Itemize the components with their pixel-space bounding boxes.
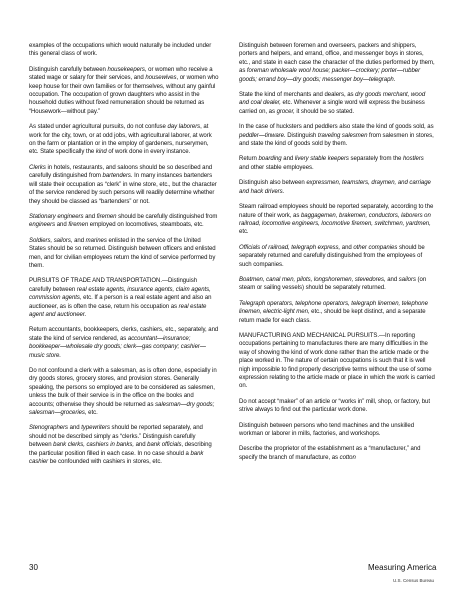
italic-text: Stenographers <box>29 425 69 432</box>
text-run: and <box>72 237 86 244</box>
italic-text: boarding <box>258 156 282 163</box>
text-run: from salesmen in stores, and state the kind of goods sold by them. <box>239 132 434 148</box>
text-run: Return accountants, bookkeepers, clerks, cashiers, etc., separately, and state the kind of service rendered, as <box>29 327 219 342</box>
right-paragraph <box>239 332 435 391</box>
text-run: examples of the occupations which would naturally be included under this general class of work. <box>29 43 212 58</box>
text-run: (on steam or sailing vessels) should be separately returned. <box>239 276 427 292</box>
text-run: , or women who receive a stated wage or salary for their services, and <box>29 66 213 82</box>
right-paragraph <box>239 203 435 237</box>
text-run: As stated under agricultural pursuits, do not confuse <box>29 124 168 131</box>
italic-text: firemen <box>68 222 89 229</box>
publisher-name: U.S. Census Bureau <box>393 578 435 583</box>
text-run: Distinguish also between <box>239 180 307 187</box>
text-run: and <box>68 425 82 432</box>
right-paragraph <box>239 276 435 293</box>
text-run: Distinguish carefully between <box>29 66 108 73</box>
italic-text: bank officials <box>147 442 182 449</box>
italic-text: marines <box>85 237 107 244</box>
text-run: and other stable employees. <box>239 164 314 171</box>
italic-text: kind <box>95 149 107 156</box>
text-run: Do not confound a clerk with a salesman, as is often done, especially in dry goods stores, grocery stores, and provision stores. Generally speaking, the persons so employed are to be considered as salesmen, unless the bulk of their service is in the office on the books and accounts; otherwise they should be returned as <box>29 368 217 408</box>
right-paragraph <box>239 422 435 439</box>
right-paragraph <box>239 155 435 172</box>
italic-text: bartenders <box>102 173 131 180</box>
italic-text: Stationary engineers <box>29 213 84 220</box>
italic-text: salesman—dry goods; salesman—groceries, <box>29 401 215 417</box>
text-run: enlisted in the service of the United States should be so returned. Distinguish between officers and enlisted men, and for civilian employees return the kind of service performed by them. <box>29 237 216 269</box>
right-paragraph <box>239 123 435 148</box>
page-number: 30 <box>29 563 38 572</box>
text-run: Do not accept “maker” of an article or “works in” mill, shop, or factory, but strive always to find out the particular work done. <box>239 398 430 414</box>
text-run: separately from the <box>348 156 403 163</box>
right-column <box>239 42 435 469</box>
left-paragraph <box>29 123 219 157</box>
text-run: Distinguish <box>285 132 318 139</box>
italic-text: engineers <box>29 222 56 229</box>
italic-text: Telegraph operators, telephone operators, telegraph linemen, telephone linemen, electric-light men, <box>239 300 428 316</box>
text-run: of work done in every instance. <box>106 149 191 156</box>
right-paragraph <box>239 398 435 415</box>
text-run: and <box>55 222 69 229</box>
text-run: . In many instances bartenders will state their occupation as “clerk” in wine store, etc., but the character of the service rendered by such persons will readily determine whether they should be classed as “bartenders” or not. <box>29 173 217 205</box>
text-run: and <box>133 442 148 449</box>
text-run: it should be so stated. <box>294 108 355 115</box>
italic-text: typewriters <box>81 425 110 432</box>
italic-text: livery stable keepers <box>294 156 349 163</box>
text-run: and <box>340 244 354 251</box>
italic-text: real estate agents, insurance agents, claim agents, commission agents, <box>29 286 211 302</box>
text-run: , describing the particular position filled in each case. In no case should a <box>29 442 212 457</box>
text-run: and <box>83 213 97 220</box>
italic-text: day laborers <box>167 124 201 131</box>
italic-text: dry goods merchant, wood and coal dealer, <box>239 92 426 107</box>
text-run: employed on locomotives, steamboats, etc. <box>88 222 204 229</box>
text-run: Distinguish between foremen and overseers, packers and shippers, porters and helpers, and errand, office, and messenger boys in stores, etc., and state in each case the character of the duties performed by them, as <box>239 43 435 75</box>
text-run: etc. If a person is a real estate agent and also an auctioneer, as is often the case, return his occupation as <box>29 295 212 310</box>
italic-text: Officials of railroad, telegraph express, <box>239 244 341 251</box>
left-paragraph <box>29 66 219 116</box>
italic-text: expressmen, teamsters, draymen, and carriage and hack drivers. <box>239 180 431 195</box>
text-run: Return <box>239 156 259 163</box>
italic-text: grocer, <box>276 108 295 115</box>
text-run: State the kind of merchants and dealers, as <box>239 92 356 99</box>
left-paragraph <box>29 424 219 466</box>
italic-text: housewives <box>145 75 177 82</box>
text-run: , at work for the city, town, or at odd jobs, with agricultural laborer, at work on the farm or plantation or in the employ of gardeners, nurserymen, etc. State specifically the <box>29 124 212 156</box>
text-run: and <box>281 156 295 163</box>
italic-text: bank cashier <box>29 450 204 466</box>
left-paragraph <box>29 367 219 417</box>
italic-text: firemen <box>96 213 117 220</box>
right-paragraph <box>239 445 435 462</box>
right-paragraph <box>239 179 435 196</box>
text-run: should be separately returned and carefully distinguished from the employees of such companies. <box>239 244 425 268</box>
right-paragraph <box>239 244 435 269</box>
right-paragraph <box>239 300 435 325</box>
italic-text: peddler—tinware. <box>239 132 286 139</box>
italic-text: housekeepers <box>107 66 145 73</box>
right-paragraph <box>239 42 435 84</box>
italic-text: other companies <box>353 244 398 251</box>
publication-title: Measuring America <box>368 563 437 572</box>
text-run: etc. <box>239 229 249 236</box>
right-paragraph <box>239 91 435 116</box>
text-run: and <box>385 276 399 283</box>
italic-text: baggagemen, brakemen, conductors, laborers on railroad, locomotive engineers, locomotive firemen, switchmen, yardmen, <box>239 212 431 227</box>
italic-text: accountant—insurance; bookkeeper—wholesale dry goods; clerk—gas company; cashier—music store. <box>29 335 206 359</box>
text-run: Describe the proprietor of the establishment as a “manufacturer,” and specify the branch of manufacture, as <box>239 446 421 461</box>
text-run: Steam railroad employees should be reported separately, according to the nature of their work, as <box>239 204 434 219</box>
text-run: Distinguish between persons who tend machines and the unskilled workman or laborer in mills, factories, and workshops. <box>239 422 415 438</box>
italic-text: Boatmen, canal men, pilots, longshoremen, stevedores, <box>239 276 386 283</box>
italic-text: Clerks <box>29 164 46 171</box>
left-paragraph <box>29 164 219 206</box>
text-run: etc. <box>86 410 98 417</box>
text-run: be confounded with cashiers in stores, etc. <box>48 459 162 466</box>
text-run: in hotels, restaurants, and saloons should be so described and carefully distinguished from <box>29 164 213 180</box>
italic-text: cotton <box>339 454 356 461</box>
left-paragraph <box>29 237 219 271</box>
italic-text: bank clerks, cashiers in banks, <box>53 442 134 449</box>
left-column <box>29 42 219 473</box>
left-paragraph <box>29 277 219 319</box>
text-run: should be reported separately, and should not be described simply as “clerks.” Distinguish carefully between <box>29 425 203 449</box>
left-paragraph <box>29 213 219 230</box>
italic-text: hostlers <box>402 156 424 163</box>
text-run: In the case of hucksters and peddlers also state the kind of goods sold, as <box>239 124 434 131</box>
left-paragraph <box>29 326 219 360</box>
italic-text: traveling salesmen <box>317 132 368 139</box>
italic-text: Soldiers, sailors, <box>29 237 73 244</box>
text-run: , or women who keep house for their own families or for themselves, without any gainful occupation. The occupation of grown daughters who assist in the household duties without fixed remuneration should be returned as “Housework—without pay.” <box>29 75 219 115</box>
text-run: etc. Whenever a single word will express the business carried on, as <box>239 100 425 115</box>
italic-text: real estate agent and auctioneer. <box>29 303 207 318</box>
text-run: etc., should be kept distinct, and a separate return made for each class. <box>239 309 426 324</box>
text-run: PURSUITS OF TRADE AND TRANSPORTATION.—Distinguish carefully between <box>29 278 198 293</box>
left-paragraph <box>29 42 219 59</box>
italic-text: foreman wholesale wool house; packer—crockery; porter—rubber goods; errand boy—dry goods; messenger boy—telegraph. <box>239 68 421 83</box>
italic-text: sailors <box>398 276 416 283</box>
text-run: MANUFACTURING AND MECHANICAL PURSUITS.—In reporting occupations pertaining to manufactures there are many difficulties in the way of showing the kind of work done rather than the article made or the place worked in. The nature of certain occupations is such that it is well nigh impossible to find properly descriptive terms without the use of some expression relating to the article made or place in which the work is carried on. <box>239 332 435 390</box>
text-run: should be carefully distinguished from <box>116 213 218 220</box>
